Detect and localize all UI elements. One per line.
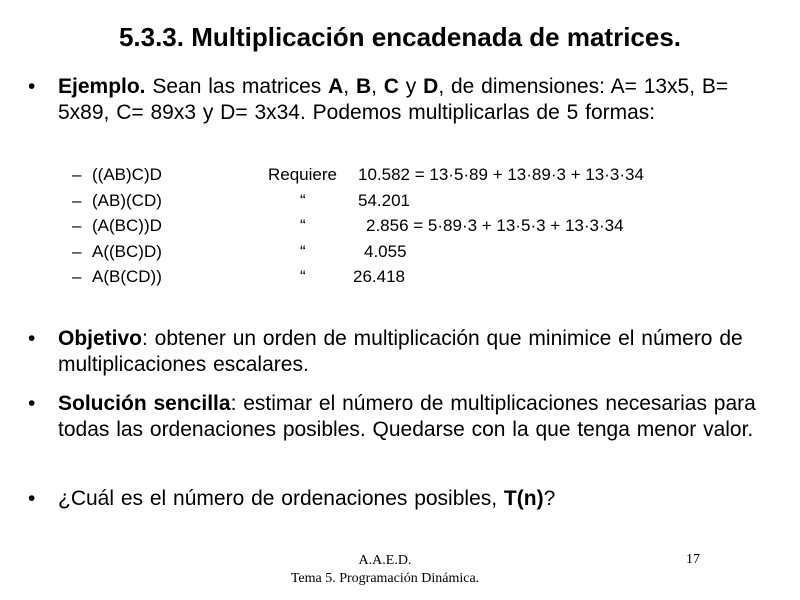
question-text: ¿Cuál es el número de ordenaciones posibles, T(n)? xyxy=(58,487,556,510)
solution-bullet xyxy=(28,391,768,443)
slide-title: 5.3.3. Multiplicación encadenada de matrices. xyxy=(118,22,682,52)
ditto-mark: “ xyxy=(300,216,306,235)
ordering-expression: ((AB)C)D xyxy=(92,165,162,184)
dash-marker: – xyxy=(72,267,82,286)
ordering-expression: (A(BC))D xyxy=(92,216,162,235)
ordering-cost: 4.055 xyxy=(364,241,407,261)
dash-marker: – xyxy=(72,241,82,261)
ordering-cost: 26.418 xyxy=(353,267,405,286)
example-label: Ejemplo. xyxy=(58,75,146,98)
dash-marker: – xyxy=(72,216,82,235)
objective-label: Objetivo xyxy=(58,327,143,350)
footer-line-1: A.A.E.D. xyxy=(358,553,412,568)
bullet-dot: • xyxy=(28,392,36,415)
ordering-cost: 2.856 = 5·89·3 + 13·5·3 + 13·3·34 xyxy=(366,216,624,235)
question-bullet xyxy=(28,486,768,512)
bullet-dot: • xyxy=(28,327,36,350)
solution-label: Solución sencilla xyxy=(58,392,231,415)
ordering-expression: A(B(CD)) xyxy=(92,267,162,286)
ordering-cost: 54.201 xyxy=(358,190,410,210)
question-label: T(n) xyxy=(503,487,544,510)
requires-label: Requiere xyxy=(268,165,337,184)
solution-text: Solución sencilla: estimar el número de multiplicaciones necesarias para todas las ordenaciones posibles. Quedarse con la que tenga menor valor. xyxy=(58,392,756,441)
bullet-dot: • xyxy=(28,75,36,98)
objective-text: Objetivo: obtener un orden de multiplicación que minimice el número de multiplicaciones escalares. xyxy=(58,327,743,376)
dash-marker: – xyxy=(72,165,82,184)
footer-line-2: Tema 5. Programación Dinámica. xyxy=(290,571,480,586)
dash-marker: – xyxy=(72,190,82,210)
bullet-dot: • xyxy=(28,487,36,510)
objective-bullet xyxy=(28,326,758,378)
ditto-mark: “ xyxy=(300,267,306,286)
ordering-expression: (AB)(CD) xyxy=(92,190,162,210)
ordering-cost: 10.582 = 13·5·89 + 13·89·3 + 13·3·34 xyxy=(358,165,644,184)
footer-course xyxy=(270,552,500,588)
ordering-expression: A((BC)D) xyxy=(92,241,162,261)
example-text: Ejemplo. Sean las matrices A, B, C y D, de dimensiones: A= 13x5, B= 5x89, C= 89x3 y D= 3x34. Podemos multiplicarlas de 5 formas: xyxy=(58,75,729,124)
example-bullet xyxy=(28,74,768,126)
ditto-mark: “ xyxy=(300,241,306,261)
ditto-mark: “ xyxy=(300,190,306,210)
page-number: 17 xyxy=(686,552,700,567)
